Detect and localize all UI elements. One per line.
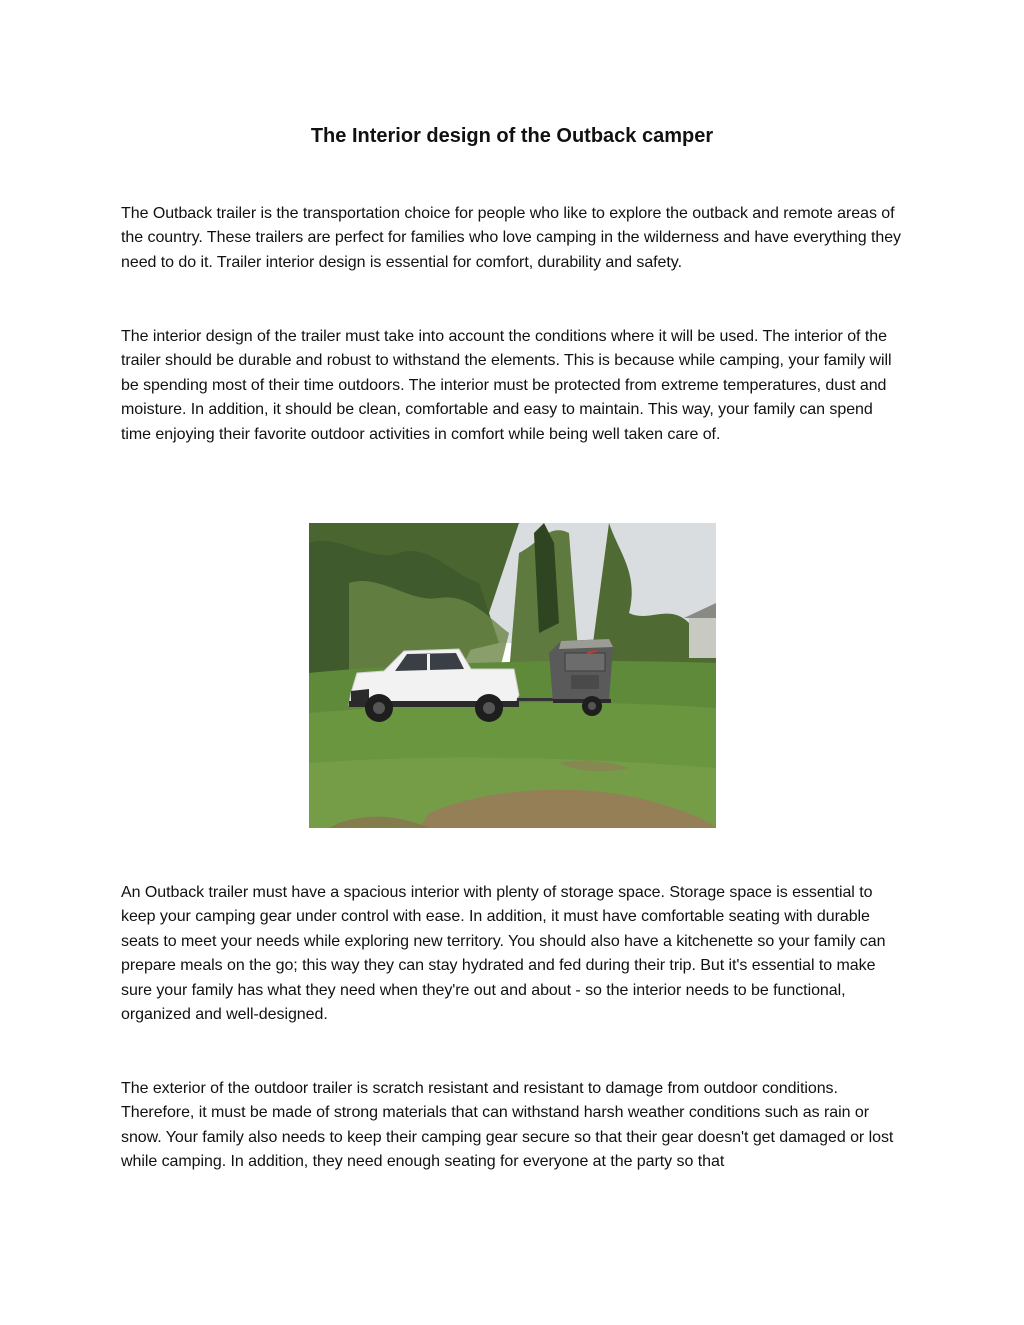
truck-and-camper-photo [309,523,716,828]
document-title: The Interior design of the Outback camper [310,125,714,147]
paragraph-interior-conditions: The interior design of the trailer must take into account the conditions where it will be used. The interior of the trailer should be durable and robust to withstand the elements. This is because while camping, your family will be spending most of their time outdoors. The interior must be protected from extreme temperatures, dust and moisture. In addition, it should be clean, comfortable and easy to maintain. This way, your family can spend time enjoying their favorite outdoor activities in comfort while being well taken care of. [121,328,892,443]
paragraph-intro: The Outback trailer is the transportation choice for people who like to explore the outback and remote areas of the country. These trailers are perfect for families who love camping in the wilderness and have everything they need to do it. Trailer interior design is essential for comfort, durability and safety. [121,205,901,271]
paragraph-storage-seating: An Outback trailer must have a spacious interior with plenty of storage space. Storage space is essential to keep your camping gear under control with ease. In addition, it must have comfortable seating with durable seats to meet your needs while exploring new territory. You should also have a kitchenette so your family can prepare meals on the go; this way they can stay hydrated and fed during their trip. But it's essential to make sure your family has what they need when they're out and about - so the interior needs to be functional, organized and well-designed. [121,884,886,1024]
paragraph-exterior: The exterior of the outdoor trailer is scratch resistant and resistant to damage from outdoor conditions. Therefore, it must be made of strong materials that can withstand harsh weather conditions such as rain or snow. Your family also needs to keep their camping gear secure so that their gear doesn't get damaged or lost while camping. In addition, they need enough seating for everyone at the party so that [121,1080,894,1171]
